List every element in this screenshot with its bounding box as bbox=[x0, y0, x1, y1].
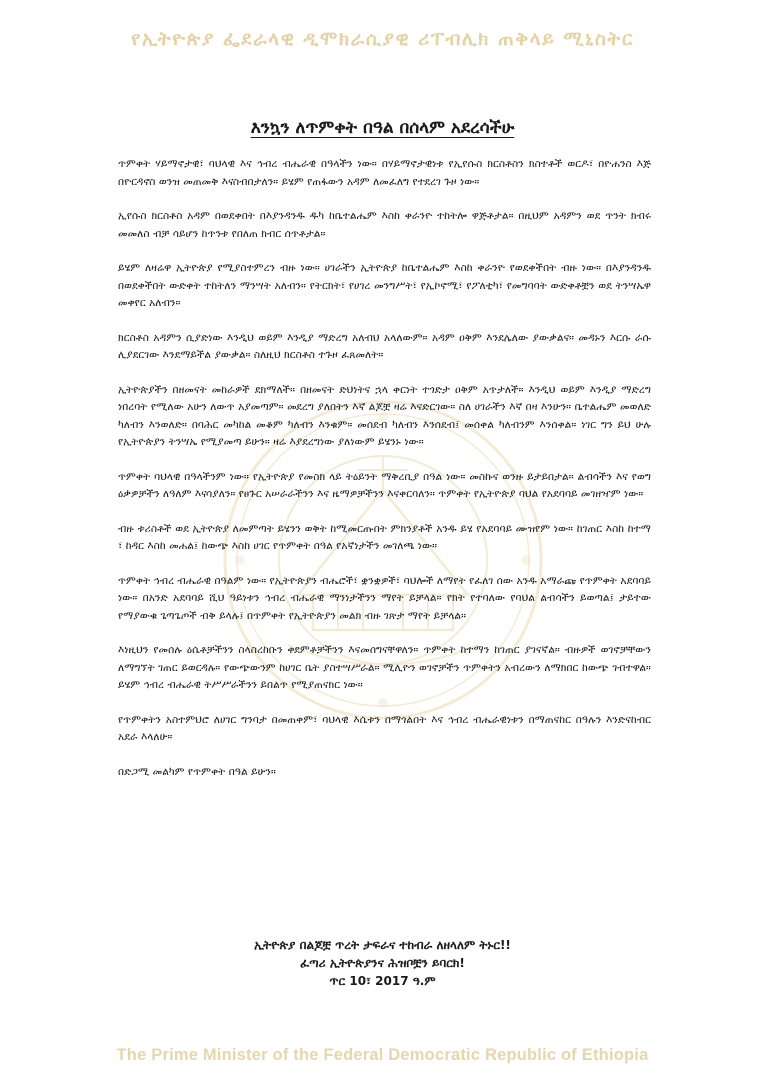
paragraph-6: ጥምቀት ባህላዊ በዓላችንም ነው። የኢትዮጵያ የመስክ ላይ ትዕይንት ማቅረቢያ በዓል ነው። መስኩና ወንዙ ይታይበታል። ልብሳችን እና የወግ ዕቃዎቻችን ለዓለም እናሳያለን። የፀጉር አሠራራችንን እና ዜማዎቻችንን እናቀርባለን። ጥምቀት የኢትዮጵያ ባህል የአደባባይ መገዘዣም ነው። bbox=[118, 470, 651, 500]
paragraph-8: ጥምቀት ኅብረ ብሔራዊ በዓልም ነው። የኢትዮጵያን ብሔሮች፣ ቋንቋዎች፣ ባህሎች ለማየት የፈለገ ሰው አንዱ አማራጩ የጥምቀት አደባባይ ነው። በአንድ አደባባይ ሺህ ዓይነቱን ኅብረ ብሔራዊ ማንነታችንን ማየት ይቻላል። የክት የተባለው የባህል ልብሳችን ይወጣል፤ ታይተው የማያውቁ ጌጣጌጦች ብቅ ይላሉ፤ በጥምቀት የኢትዮጵያን መልክ ብዙ ገጽታ ማየት ይቻላል። bbox=[118, 574, 651, 622]
paragraph-1: ጥምቀት ሃይማኖታዊ፣ ባህላዊ እና ኅብረ ብሔራዊ በዓላችን ነው። በሃይማኖታዊነቱ የኢየሱስ ክርስቶስን ክስተቶች ወርዶ፣ በዮሐንስ እጅ በዮርዳኖስ ወንዝ መጠመቅ እናስብበታለን። ይሄም የጠፋውን አዳም ለመፈለግ የተደረገ ጉዞ ነው። bbox=[118, 158, 651, 188]
paragraph-4: ክርስቶስ አዳምን ሲያድነው እንዲህ ወይም እንዲያ ማድረግ አለብህ አላለውም። አዳም ዐቅም እንደሌለው ያውቃልና። መዳኑን እርሱ ራሱ ሊያደርገው እንደማይችል ያውቃል። ስለዚህ ክርስቶስ ተጉዞ ፈጸመለት። bbox=[118, 331, 651, 361]
closing-blessing: ፈጣሪ ኢትዮጵያንና ሕዝቦቿን ይባርክ! bbox=[300, 956, 465, 970]
paragraph-11: በድጋሚ መልካም የጥምቀት በዓል ይሁን። bbox=[118, 765, 276, 778]
paragraph-2: ኢየሱስ ክርስቶስ አዳም በወደቀበት በእያንዳንዱ ዱካ ከቤተልሔም እስከ ቀራንዮ ተከትሎ ዋጅቶታል። በዚህም አዳምን ወደ ጥንት ክብሩ መመለስ ብቻ ሳይሆን ከጥንቱ የበለጠ ክብር ሰጥቶታል። bbox=[118, 210, 651, 240]
letterhead-title: የኢትዮጵያ ፌደራላዊ ዲሞክራሲያዊ ሪፐብሊክ ጠቅላይ ሚኒስትር bbox=[131, 28, 634, 50]
paragraph-5: ኢትዮጵያችን በዘመናት መከራዎች ደክማለች። በዘመናት ድህነትና ኋላ ቀርነት ተጎድታ ዐቅም አጥታለች። እንዲህ ወይም እንዲያ ማድረግ ነበረባት የሚለው አሁን ለውጥ አያመጣም። መደረግ ያለበትን እኛ ልጆቿ ዛሬ እናድርገው። ስለ ሀገራችን እኛ በዛ እንሁን። ቤተልሔም መወለድ ካለብን እንወለድ። በባሕር መካከል መቆም ካለብን እንቁም። መሰደብ ካለብን እንሰደብ፤ መሰቀል ካለብንም እንሰቀል። ነገር ግን ይህ ሁሉ የኢትዮጵያን ትንሣኤ የሚያመጣ ይሁን። ዛሬ እያደረግነው ያለነውም ይሄንኑ ነው። bbox=[118, 383, 651, 448]
closing-slogan: ኢትዮጵያ በልጆቿ ጥረት ታፍራና ተከብራ ለዘላለም ትኑር!! bbox=[254, 938, 511, 952]
signature-block bbox=[0, 936, 765, 990]
paragraph-9: እነዚህን የመሰሉ ዕሴቶቻችንን ስላስረከቡን ቀደምቶቻችንን እናመሰግናቸዋለን። ጥምቀት ከተማን ከገጠር ያገናኛል። ብዙዎች ወገኖቻቸውን ለማግኘት ገጠር ይወርዳሉ። የውጭውንም ከሀገር ቤት ያስተሣሥራል። ሚሊዮን ወገኖቻችን ጥምቀትን አብረውን ለማክበር ከውጭ ገብተዋል። ይሄም ኅብረ ብሔራዊ ትሥሥራችንን ይበልጥ የሚያጠናክር ነው። bbox=[118, 644, 651, 691]
letter-date: ጥር 10፣ 2017 ዓ.ም bbox=[329, 974, 436, 988]
letter-body bbox=[118, 156, 651, 798]
paragraph-7: ብዙ ቱሪስቶች ወደ ኢትዮጵያ ለመምጣት ይሄንን ወቅት ከሚመርጡበት ምክንያቶች አንዱ ይሄ የአደባባይ ሙዝየም ነው። ከገጠር እስከ ከተማ ፣ ከዳር እስከ መሐል፤ ከውጭ እስከ ሀገር የጥምቀት በዓል የአኛነታችን መገለጫ ነው። bbox=[118, 522, 651, 552]
paragraph-10: የጥምቀትን አስተምህሮ ለሀገር ግንባታ በመጠቀም፣ ባህላዊ እሴቱን በማጎልበት እና ኅብረ ብሔራዊነቱን በማጠናከር በዓሉን እንድናከብር አደራ እላለሁ። bbox=[118, 713, 651, 743]
document-title: እንኳን ለጥምቀት በዓል በሰላም አደረሳችሁ bbox=[250, 118, 515, 138]
footer-title: The Prime Minister of the Federal Democratic Republic of Ethiopia bbox=[116, 1046, 649, 1064]
paragraph-3: ይሄም ለዛሬዋ ኢትዮጵያ የሚያስተምረን ብዙ ነው። ሀገራችን ኢትዮጵያ ከቤተልሔም እስከ ቀራንዮ የወደቀችበት ብዙ ነው። በእያንዳንዱ በወደቀችበት ውድቀት ተከትለን ማንሣት አለብን። የትርክት፣ የሀገረ መንግሥት፣ የኢኮኖሚ፣ የፖለቲካ፣ የመግባባት ውድቀቶቿን ወደ ትንሣኤዋ መቀየር አለብን። bbox=[118, 262, 651, 309]
